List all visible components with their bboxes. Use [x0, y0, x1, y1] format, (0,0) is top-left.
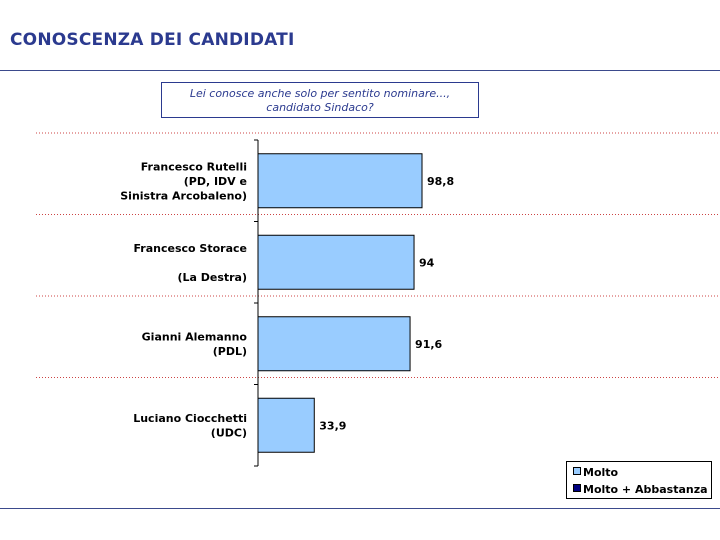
- footer-divider: [0, 508, 720, 509]
- category-label: Gianni Alemanno: [141, 330, 247, 344]
- bar-molto: [258, 154, 422, 208]
- question-line-2: candidato Sindaco?: [266, 101, 374, 114]
- bar-molto: [258, 398, 314, 452]
- category-label: (PD, IDV e: [183, 174, 247, 188]
- chart-legend: [566, 461, 712, 499]
- legend-swatch-molto-abbastanza: [573, 484, 581, 492]
- category-label: (La Destra): [177, 270, 247, 284]
- data-label: 98,8: [427, 174, 455, 188]
- legend-swatch-molto: [573, 467, 581, 475]
- bar-molto: [258, 317, 410, 371]
- legend-item-molto: [573, 466, 618, 480]
- page-title: CONOSCENZA DEI CANDIDATI: [10, 30, 295, 50]
- category-label: Francesco Storace: [133, 241, 247, 255]
- category-label: Luciano Ciocchetti: [133, 412, 247, 425]
- data-label: 91,6: [415, 337, 443, 351]
- data-label: 33,9: [319, 419, 347, 433]
- category-label: (PDL): [212, 345, 247, 358]
- legend-label-molto-abbastanza: Molto + Abbastanza: [583, 483, 708, 496]
- question-line-1: Lei conosce anche solo per sentito nominare...,: [189, 87, 451, 100]
- bar-molto: [258, 235, 414, 289]
- legend-item-molto-abbastanza: [573, 483, 708, 497]
- data-label: 94: [419, 256, 435, 270]
- category-label: (UDC): [210, 426, 247, 440]
- category-label: Francesco Rutelli: [140, 160, 247, 174]
- legend-label-molto: Molto: [583, 466, 619, 479]
- category-label: Sinistra Arcobaleno): [120, 189, 247, 203]
